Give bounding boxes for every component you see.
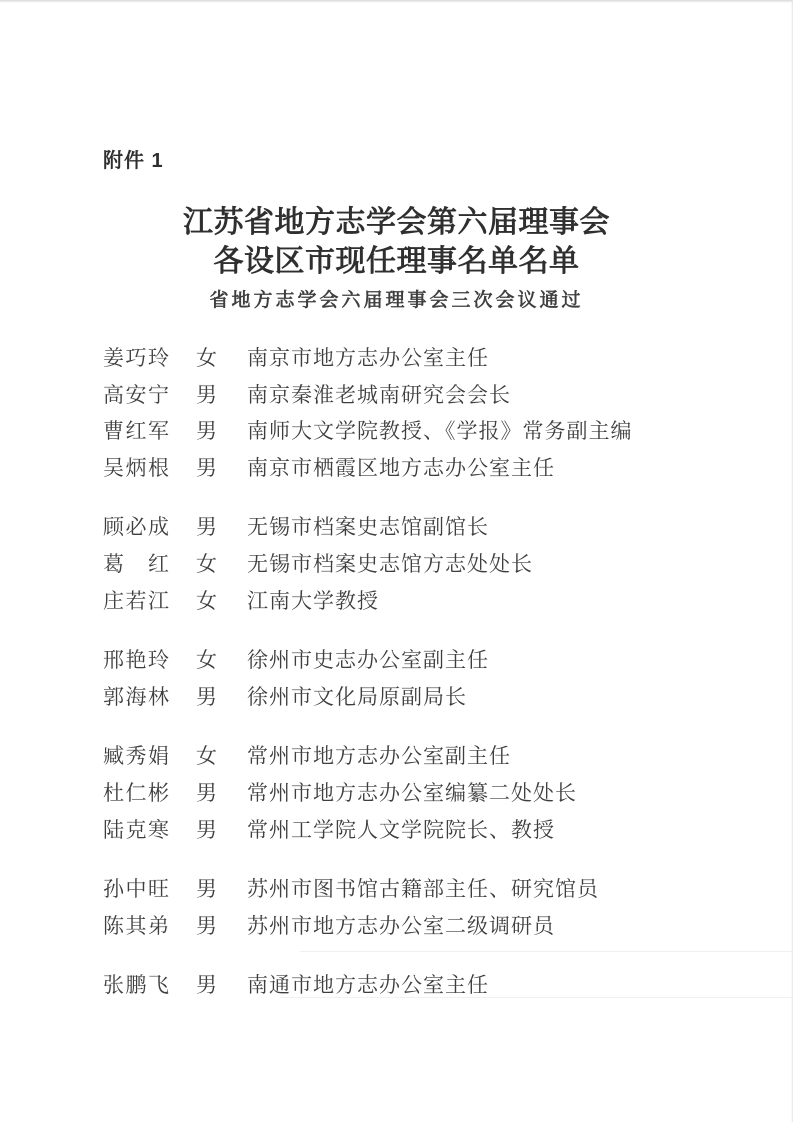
member-position: 徐州市文化局原副局长 (247, 684, 467, 709)
member-gender: 男 (196, 515, 217, 540)
member-position: 江南大学教授 (247, 588, 379, 613)
member-name: 张鹏飞 (103, 973, 169, 998)
table-row (103, 642, 753, 679)
member-gender: 女 (196, 551, 217, 576)
member-name: 臧秀娟 (103, 744, 169, 769)
page-title-line1: 江苏省地方志学会第六届理事会 (183, 206, 610, 239)
member-name: 邢艳玲 (103, 648, 169, 673)
member-position: 南京秦淮老城南研究会会长 (247, 382, 511, 407)
table-row (103, 583, 753, 620)
member-position: 常州市地方志办公室副主任 (247, 744, 511, 769)
table-row (103, 908, 753, 945)
member-name: 姜巧玲 (103, 346, 169, 370)
member-gender: 男 (196, 684, 217, 709)
member-position: 南通市地方志办公室主任 (247, 973, 489, 998)
table-row (103, 871, 753, 908)
member-group (103, 642, 753, 715)
member-gender: 男 (196, 419, 217, 444)
member-name: 郭海林 (103, 684, 169, 709)
member-gender: 男 (196, 877, 217, 902)
member-position: 无锡市档案史志馆副馆长 (247, 515, 489, 540)
member-name: 吴炳根 (103, 455, 169, 480)
member-position: 无锡市档案史志馆方志处处长 (247, 551, 533, 576)
table-row (103, 812, 753, 849)
member-name: 陈其弟 (103, 913, 169, 938)
member-position: 苏州市地方志办公室二级调研员 (247, 913, 555, 938)
member-gender: 女 (196, 648, 217, 673)
member-position: 常州市地方志办公室编纂二处处长 (247, 780, 577, 805)
member-group (103, 738, 753, 848)
table-row (103, 450, 753, 487)
table-row (103, 967, 753, 1004)
page-subtitle: 省地方志学会六届理事会三次会议通过 (209, 290, 584, 311)
page-title-line2: 各设区市现任理事名单名单 (213, 245, 580, 278)
member-position: 南京市栖霞区地方志办公室主任 (247, 455, 555, 480)
member-gender: 男 (196, 973, 217, 998)
member-gender: 男 (196, 817, 217, 842)
member-name: 庄若江 (103, 588, 169, 613)
member-position: 南京市地方志办公室主任 (247, 346, 489, 370)
member-position: 苏州市图书馆古籍部主任、研究馆员 (247, 877, 599, 902)
table-row (103, 509, 753, 546)
member-list (103, 340, 753, 1004)
table-row (103, 377, 753, 414)
member-name: 陆克寒 (103, 817, 169, 842)
page-title (0, 203, 793, 281)
table-row (103, 679, 753, 716)
member-name: 曹红军 (103, 419, 169, 444)
table-row (103, 738, 753, 775)
title-block (0, 203, 793, 312)
member-name: 高安宁 (103, 382, 169, 407)
table-row (103, 546, 753, 583)
member-position: 常州工学院人文学院院长、教授 (247, 817, 555, 842)
member-position: 徐州市史志办公室副主任 (247, 648, 489, 673)
table-row (103, 413, 753, 450)
member-position: 南师大文学院教授、《学报》常务副主编 (247, 419, 633, 444)
table-row (103, 340, 753, 377)
member-gender: 男 (196, 780, 217, 805)
member-gender: 女 (196, 744, 217, 769)
scan-top-edge-artifact (0, 0, 793, 3)
member-gender: 男 (196, 455, 217, 480)
member-group (103, 967, 753, 1004)
member-gender: 女 (196, 346, 217, 370)
member-gender: 男 (196, 382, 217, 407)
attachment-label: 附件 1 (103, 150, 164, 172)
member-name: 葛红 (103, 551, 169, 576)
member-name: 顾必成 (103, 515, 169, 540)
member-group (103, 871, 753, 944)
member-name: 杜仁彬 (103, 780, 169, 805)
member-name: 孙中旺 (103, 877, 169, 902)
table-row (103, 775, 753, 812)
member-group (103, 340, 753, 486)
member-gender: 男 (196, 913, 217, 938)
member-group (103, 509, 753, 619)
member-gender: 女 (196, 588, 217, 613)
